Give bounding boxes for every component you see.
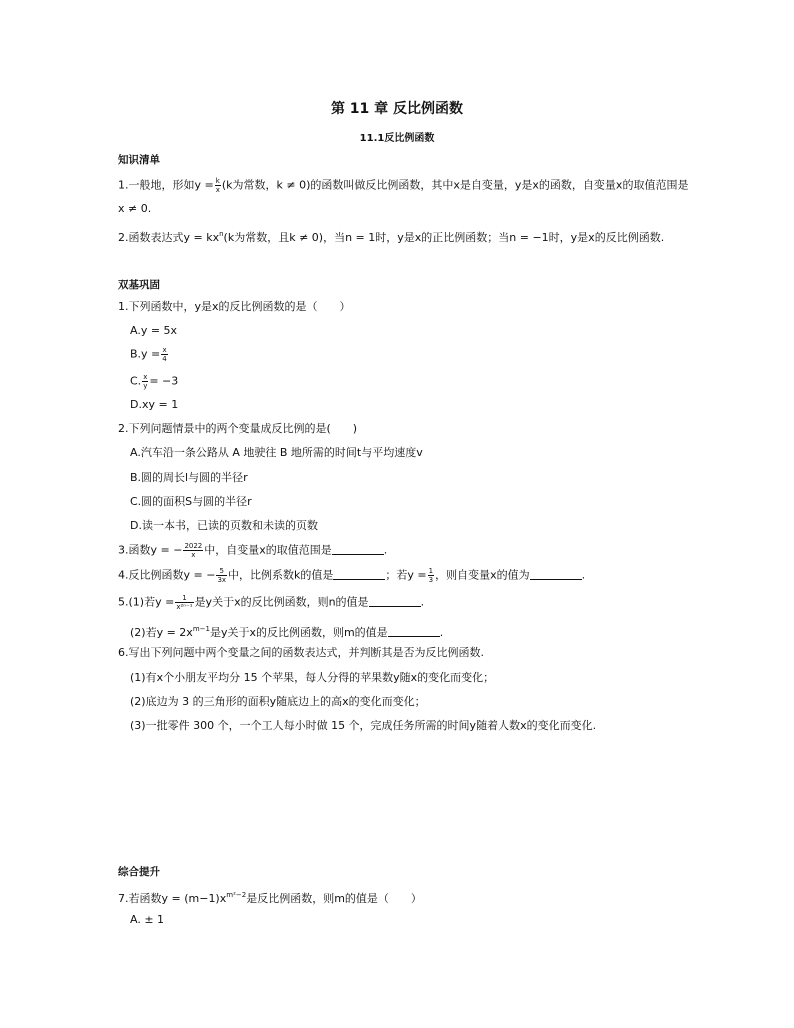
q1-b-numerator: x	[162, 346, 167, 354]
q1-c-text-post: = −3	[149, 374, 179, 388]
item2-exponent: n	[219, 230, 224, 238]
q5-fraction	[175, 594, 193, 611]
q5-denominator: x²ⁿ⁻¹	[176, 603, 193, 611]
section-heading-knowledge: 知识清单	[118, 154, 160, 166]
q4-text-mid: 中，比例系数k的值是	[228, 568, 334, 582]
q1-c-numerator: x	[143, 373, 148, 381]
q4-text-post: ，则自变量x的值为	[435, 568, 530, 582]
q4-end: .	[581, 568, 586, 582]
question-2: 2.下列问题情景中的两个变量成反比例的是( )	[118, 422, 358, 435]
item1-numerator: k	[215, 177, 220, 185]
q5-text: 5.(1)若y =	[118, 595, 175, 609]
q1-b-fraction	[161, 346, 167, 363]
question-5-part-1	[118, 594, 424, 611]
q5-text-post: 是y关于x的反比例函数，则n的值是	[194, 595, 369, 609]
item1-text-a: 1.一般地，形如y =	[118, 178, 214, 192]
q5-answer-blank[interactable]	[369, 596, 421, 607]
question-5-part-2	[130, 622, 443, 640]
q5-numerator: 1	[175, 594, 193, 603]
q3-end: .	[383, 543, 388, 557]
q4-denominator-2: 3	[428, 576, 434, 584]
q5b-text: (2)若y = 2x	[130, 626, 193, 639]
q1-option-d: D.xy = 1	[130, 398, 179, 411]
item2-text-a: 2.函数表达式y = kx	[118, 231, 220, 244]
q2-option-d: D.读一本书，已读的页数和未读的页数	[130, 519, 318, 532]
q4-denominator: 3x	[217, 576, 227, 584]
question-3	[118, 542, 387, 559]
q3-denominator: x	[191, 551, 196, 559]
q3-answer-blank[interactable]	[332, 544, 384, 555]
item2-text-b: (k为常数，且k ≠ 0)，当n = 1时，y是x的正比例函数；当n = −1时，y是x的反比例函数.	[223, 231, 665, 244]
q1-b-denominator: 4	[162, 355, 167, 363]
q3-numerator: 2022	[184, 542, 203, 550]
section-heading-advanced: 综合提升	[118, 866, 160, 878]
q4-fraction	[216, 567, 227, 584]
q5-end: .	[420, 595, 425, 609]
page-subtitle: 11.1反比例函数	[359, 133, 435, 144]
question-6: 6.写出下列问题中两个变量之间的函数表达式，并判断其是否为反比例函数.	[118, 646, 484, 659]
q2-option-a: A.汽车沿一条公路从 A 地驶往 B 地所需的时间t与平均速度v	[130, 446, 423, 459]
q4-answer-blank-1[interactable]	[333, 569, 385, 580]
q5b-answer-blank[interactable]	[388, 626, 440, 637]
question-7	[118, 888, 422, 906]
q3-text-post: 中，自变量x的取值范围是	[204, 543, 332, 557]
q2-option-c: C.圆的面积S与圆的半径r	[130, 495, 252, 508]
q6-part-3: (3)一批零件 300 个，一个工人每小时做 15 个，完成任务所需的时间y随着人数x的变化而变化.	[130, 719, 597, 732]
q7-text-post: 是反比例函数，则m的值是（ ）	[246, 892, 422, 905]
q3-text: 3.函数y = −	[118, 543, 183, 557]
q6-part-2: (2)底边为 3 的三角形的面积y随底边上的高x的变化而变化；	[130, 695, 426, 708]
q4-numerator-2: 1	[428, 567, 434, 575]
q4-answer-blank-2[interactable]	[530, 569, 582, 580]
q6-part-1: (1)有x个小朋友平均分 15 个苹果，每人分得的苹果数y随x的变化而变化；	[130, 671, 495, 684]
q7-exponent: m²−2	[226, 891, 247, 899]
section-heading-basics: 双基巩固	[118, 279, 160, 291]
knowledge-item-1-cont: x ≠ 0.	[118, 202, 152, 215]
item1-denominator: x	[215, 186, 220, 194]
q1-c-text: C.	[130, 374, 142, 388]
knowledge-item-2	[118, 227, 664, 245]
q7-text: 7.若函数y = (m−1)x	[118, 892, 227, 905]
q5b-exponent: m−1	[192, 625, 210, 633]
q4-text-mid2: ；若y =	[385, 568, 427, 582]
q1-option-b	[130, 346, 169, 363]
item1-text-b: (k为常数，k ≠ 0)的函数叫做反比例函数，其中x是自变量，y是x的函数，自变量x的取值范围是	[221, 178, 689, 192]
q1-option-a: A.y = 5x	[130, 324, 178, 337]
q2-option-b: B.圆的周长l与圆的半径r	[130, 471, 248, 484]
question-4	[118, 567, 585, 584]
q5b-text-post: 是y关于x的反比例函数，则m的值是	[209, 626, 388, 639]
q4-text: 4.反比例函数y = −	[118, 568, 216, 582]
item1-fraction	[215, 177, 221, 194]
knowledge-item-1	[118, 177, 688, 194]
q3-fraction	[183, 542, 203, 559]
q7-option-a: A. ± 1	[130, 913, 165, 926]
q1-c-fraction	[142, 373, 148, 390]
q5b-end: .	[439, 626, 444, 639]
q4-numerator: 5	[216, 567, 227, 576]
question-1: 1.下列函数中，y是x的反比例函数的是（ ）	[118, 300, 351, 313]
page-title: 第 11 章 反比例函数	[330, 101, 464, 117]
q1-c-denominator: y	[143, 382, 148, 390]
q1-option-c	[130, 373, 178, 390]
q4-fraction-2	[428, 567, 434, 584]
q1-b-text: B.y =	[130, 347, 161, 361]
